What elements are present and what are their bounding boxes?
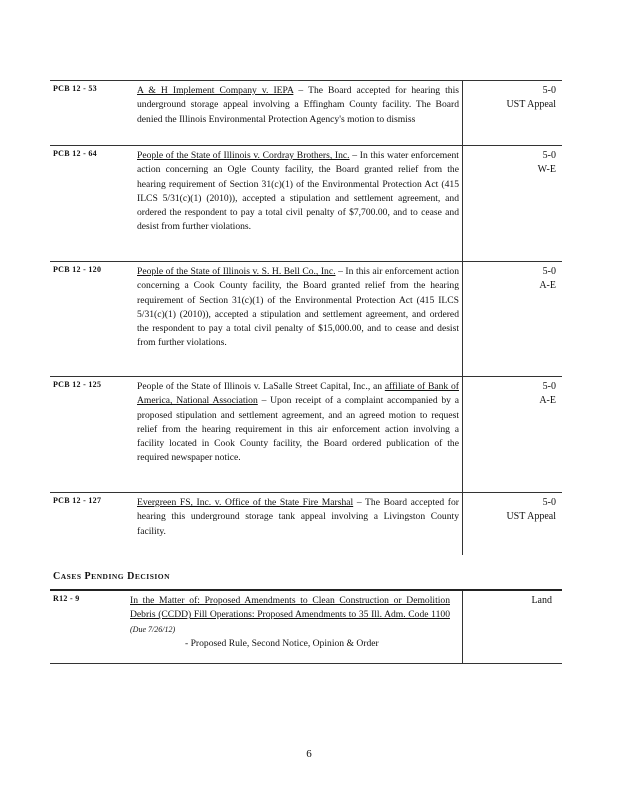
vote-count: 5-0 xyxy=(542,266,556,277)
case-type: A-E xyxy=(539,280,556,291)
case-description xyxy=(137,84,459,127)
vote-cell xyxy=(462,377,562,492)
case-title: Evergreen FS, Inc. v. Office of the State Fire Marshal xyxy=(137,497,354,508)
case-text: – The Board accepted for hearing this underground storage appeal involving a Effingham County facility. The Board denied the Illinois Environmental Protection Agency's motion to dismiss xyxy=(137,85,459,125)
case-row xyxy=(50,493,562,555)
page-number: 6 xyxy=(306,748,312,760)
vote-count: 5-0 xyxy=(542,381,556,392)
case-title-plain: People of the State of Illinois v. LaSalle Street Capital, Inc., an xyxy=(137,381,383,392)
case-type: UST Appeal xyxy=(506,99,556,110)
pending-number: R12 - 9 xyxy=(53,594,80,603)
case-title: People of the State of Illinois v. S. H. Bell Co., Inc. xyxy=(137,266,336,277)
case-text: – The Board accepted for hearing this underground storage tank appeal involving a Livingston County facility. xyxy=(137,497,459,537)
pending-due: (Due 7/26/12) xyxy=(130,624,176,634)
case-description xyxy=(137,265,459,351)
case-number: PCB 12 - 64 xyxy=(53,149,97,158)
case-title: affiliate of Bank of America, National Association xyxy=(137,381,459,407)
section-heading: CASES PENDING DECISION xyxy=(53,571,171,582)
case-number: PCB 12 - 53 xyxy=(53,84,97,93)
case-number: PCB 12 - 125 xyxy=(53,380,102,389)
pending-table xyxy=(50,589,562,664)
case-row xyxy=(50,146,562,262)
case-description xyxy=(137,380,459,466)
vote-count: 5-0 xyxy=(542,85,556,96)
pending-status: - Proposed Rule, Second Notice, Opinion & Order xyxy=(185,637,379,649)
case-number: PCB 12 - 120 xyxy=(53,265,102,274)
vote-cell xyxy=(462,493,562,555)
vote-count: 5-0 xyxy=(542,497,556,508)
case-type: UST Appeal xyxy=(506,511,556,522)
case-title: A & H Implement Company v. IEPA xyxy=(137,85,294,96)
cases-table xyxy=(50,80,562,555)
vote-cell xyxy=(462,81,562,145)
case-description xyxy=(137,496,459,539)
case-row xyxy=(50,377,562,493)
case-row xyxy=(50,262,562,377)
case-text: – In this water enforcement action concerning an Ogle County facility, the Board granted relief from the hearing requirement of Section 31(c)(1) of the Environmental Protection Act (415 ILCS 5/31(c)(1) (2010)), accepted a stipulation and settlement agreement, and ordered the respondent to pay a total civil penalty of $7,700.00, and to cease and desist from further violations. xyxy=(137,150,459,233)
pending-row xyxy=(50,591,562,663)
case-text: – Upon receipt of a complaint accompanied by a proposed stipulation and settlement agreement, and an agreed motion to request relief from the hearing requirement in this air enforcement action involving a facility located in Cook County facility, the Board ordered publication of the required newspaper notice. xyxy=(137,395,460,464)
case-type: A-E xyxy=(539,395,556,406)
vote-cell xyxy=(462,591,562,663)
case-description xyxy=(137,149,459,235)
case-type: Land xyxy=(531,595,552,606)
pending-title: In the Matter of: Proposed Amendments to Clean Construction or Demolition Debris (CCDD) Fill Operations: Proposed Amendments to 35 Ill. Adm. Code 1100 xyxy=(130,595,450,621)
vote-count: 5-0 xyxy=(542,150,556,161)
case-text: – In this air enforcement action concerning a Cook County facility, the Board granted relief from the hearing requirement of Section 31(c)(1) of the Environmental Protection Act (415 ILCS 5/31(c)(1) (2010)), accepted a stipulation and settlement agreement, and ordered the respondent to pay a total civil penalty of $15,000.00, and to cease and desist from further violations. xyxy=(137,266,459,349)
case-number: PCB 12 - 127 xyxy=(53,496,102,505)
vote-cell xyxy=(462,262,562,376)
case-title: People of the State of Illinois v. Cordray Brothers, Inc. xyxy=(137,150,350,161)
vote-cell xyxy=(462,146,562,261)
case-row xyxy=(50,80,562,146)
pending-description xyxy=(130,594,450,651)
case-type: W-E xyxy=(537,164,556,175)
